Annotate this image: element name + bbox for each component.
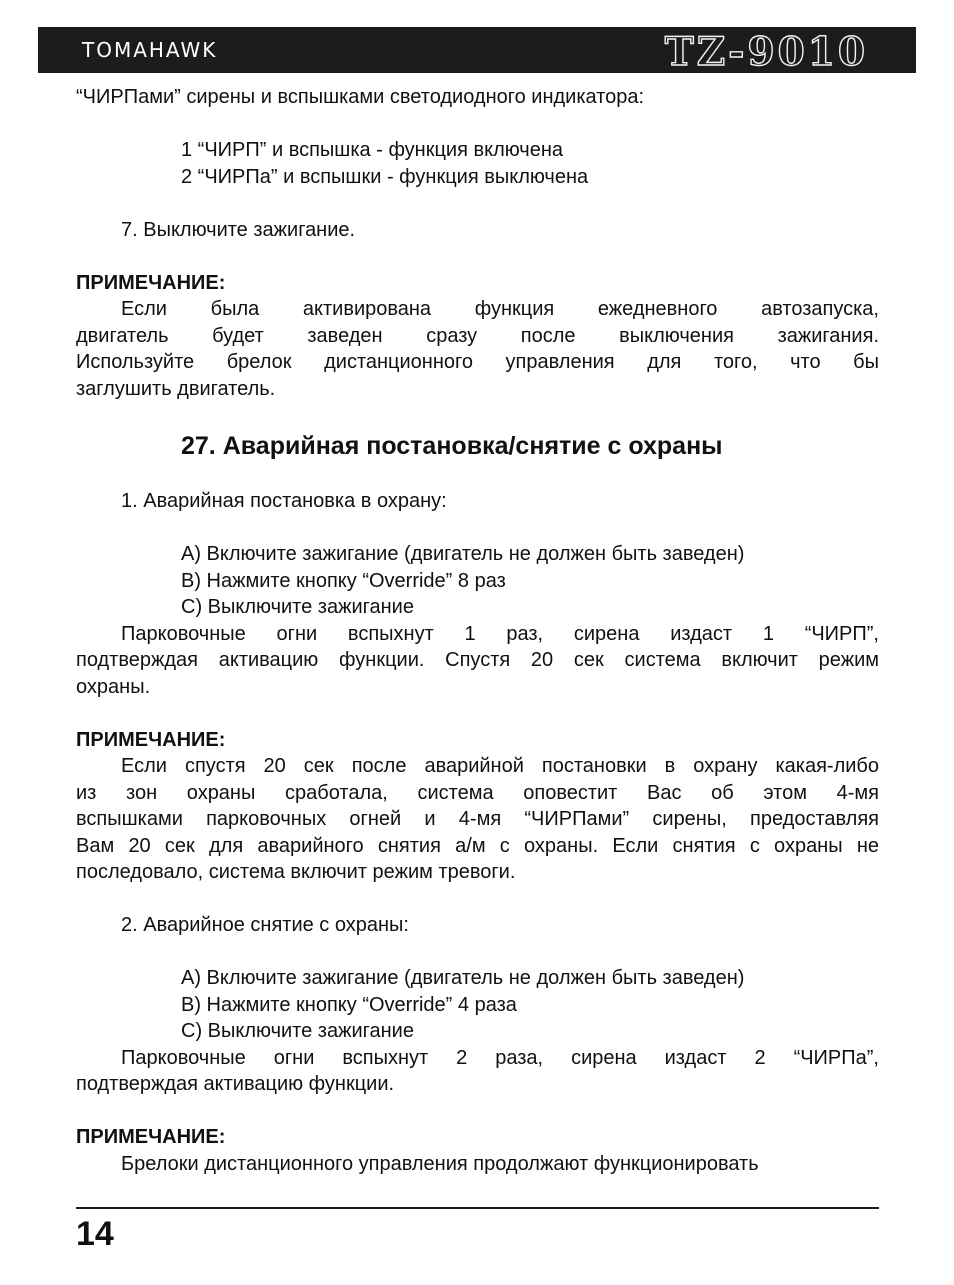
note-line: заглушить двигатель.: [76, 377, 276, 400]
note-title: ПРИМЕЧАНИЕ:: [76, 1126, 226, 1148]
arm-heading: 1. Аварийная постановка в охрану:: [121, 490, 447, 512]
note-line: двигатель будет заведен сразу после выключения зажигания.: [76, 324, 879, 347]
option-off: 2 “ЧИРПа” и вспышки - функция выключена: [181, 165, 589, 188]
page-header: [38, 27, 916, 73]
disarm-result-line: Парковочные огни вспыхнут 2 раза, сирена издаст 2 “ЧИРПа”,: [121, 1046, 879, 1069]
note-title: ПРИМЕЧАНИЕ:: [76, 271, 226, 294]
note-line: последовало, система включит режим тревоги.: [76, 861, 516, 883]
disarm-step: B) Нажмите кнопку “Override” 4 раза: [181, 993, 517, 1016]
model-name: TZ-9010: [664, 29, 868, 75]
arm-result-line: подтверждая активацию функции. Спустя 20 сек система включит режим: [76, 649, 879, 671]
option-on: 1 “ЧИРП” и вспышка - функция включена: [181, 139, 564, 161]
page-number: 14: [76, 1215, 114, 1253]
note-line: Вам 20 сек для аварийного снятия а/м с охраны. Если снятия с охраны не: [76, 834, 879, 857]
arm-result-line: Парковочные огни вспыхнут 1 раз, сирена издаст 1 “ЧИРП”,: [121, 622, 879, 645]
disarm-heading: 2. Аварийное снятие с охраны:: [121, 914, 409, 936]
footer-divider: [76, 1207, 879, 1209]
note-line: Используйте брелок дистанционного управления для того, что бы: [76, 351, 879, 373]
disarm-step: C) Выключите зажигание: [181, 1020, 414, 1042]
brand-name: TOMAHAWK: [82, 38, 218, 62]
disarm-step: A) Включите зажигание (двигатель не должен быть заведен): [181, 967, 745, 989]
arm-step: B) Нажмите кнопку “Override” 8 раз: [181, 569, 506, 592]
note-title: ПРИМЕЧАНИЕ:: [76, 728, 226, 751]
note-line: из зон охраны сработала, система оповестит Вас об этом 4-мя: [76, 781, 879, 804]
page-content: [76, 84, 879, 1177]
arm-step: C) Выключите зажигание: [181, 596, 414, 618]
arm-result-line: охраны.: [76, 675, 151, 698]
step-7: 7. Выключите зажигание.: [121, 218, 356, 241]
intro-line: “ЧИРПами” сирены и вспышками светодиодного индикатора:: [76, 86, 645, 108]
note-line: Если была активирована функция ежедневного автозапуска,: [121, 298, 879, 320]
note-line: Брелоки дистанционного управления продолжают функционировать: [121, 1152, 759, 1175]
arm-step: A) Включите зажигание (двигатель не должен быть заведен): [181, 543, 745, 565]
disarm-result-line: подтверждая активацию функции.: [76, 1073, 395, 1095]
note-line: вспышками парковочных огней и 4-мя “ЧИРПами” сирены, предоставляя: [76, 808, 879, 830]
note-line: Если спустя 20 сек после аварийной постановки в охрану какая-либо: [121, 755, 879, 777]
section-title: 27. Аварийная постановка/снятие с охраны: [181, 432, 723, 460]
